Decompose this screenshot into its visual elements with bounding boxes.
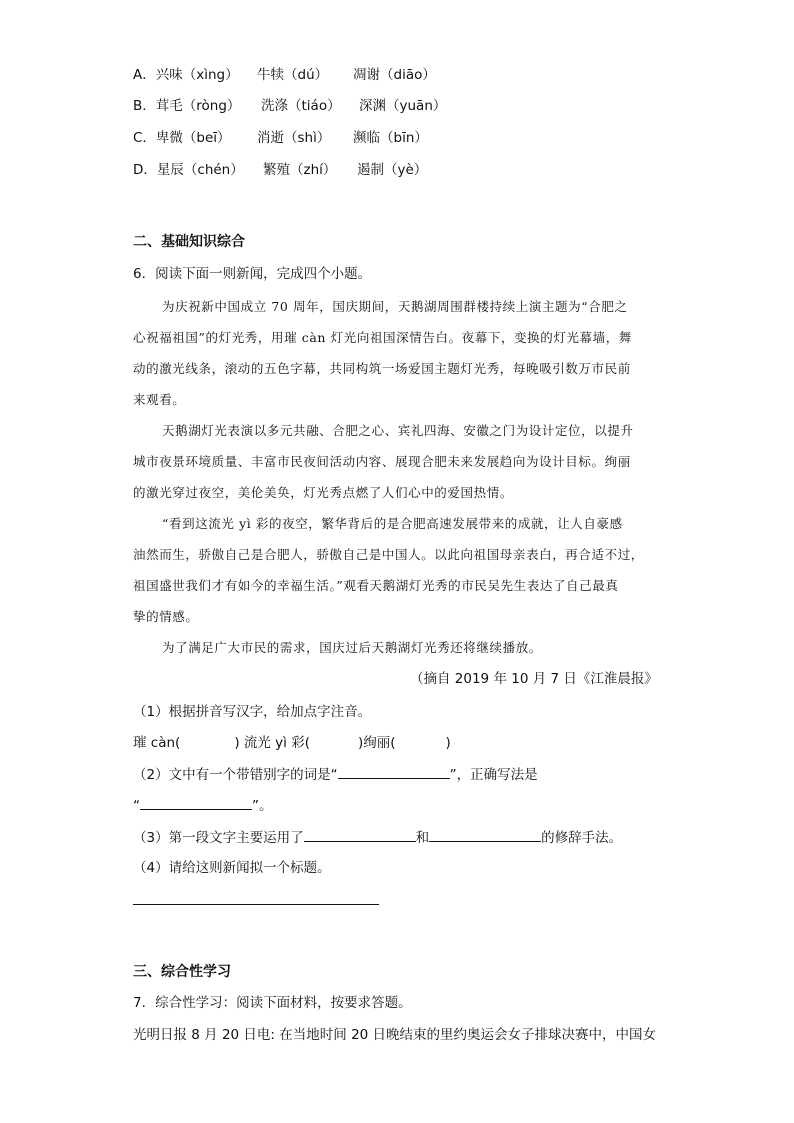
sub3-post: 的修辞手法。 bbox=[541, 830, 623, 846]
sub-question-1-blanks bbox=[133, 733, 451, 753]
sub2-close: ”。 bbox=[252, 798, 273, 814]
news-line-10: 祖国盛世我们才有如今的幸福生活。”观看天鹅湖灯光秀的市民吴先生表达了自己最真 bbox=[133, 578, 619, 593]
option-d-3: 遏制（yè） bbox=[357, 162, 428, 178]
word-1: 璀 càn( bbox=[133, 735, 181, 751]
sub2-mid: ”，正确写法是 bbox=[449, 767, 538, 783]
question-7-stem: 7．综合性学习：阅读下面材料，按要求答题。 bbox=[133, 995, 412, 1011]
option-c-1: C．卑微（beī） bbox=[133, 130, 231, 146]
option-a-1: A．兴味（xìng） bbox=[133, 67, 239, 83]
sub-question-1: （1）根据拼音写汉字，给加点字注音。 bbox=[133, 704, 372, 720]
news-line-7: 的激光穿过夜空，美伦美奂，灯光秀点燃了人们心中的爱国热情。 bbox=[133, 485, 513, 500]
option-a bbox=[133, 65, 436, 85]
question-7-text: 光明日报 8 月 20 日电: 在当地时间 20 日晚结束的里约奥运会女子排球决赛中，中国女 bbox=[133, 1027, 657, 1043]
option-d bbox=[133, 160, 427, 180]
sub2-pre: （2）文中有一个带错别字的词是“ bbox=[133, 767, 338, 783]
section-3-title: 三、综合性学习 bbox=[133, 964, 231, 980]
word-3: )绚丽( bbox=[357, 735, 396, 751]
option-a-2: 牛犊（dú） bbox=[257, 67, 329, 83]
news-line-4: 来观看。 bbox=[133, 392, 186, 407]
option-d-2: 繁殖（zhí） bbox=[263, 162, 337, 178]
sub-question-2-answer bbox=[133, 795, 273, 816]
news-line-3: 动的激光线条，滚动的五色字幕，共同构筑一场爱国主题灯光秀，每晚吸引数万市民前 bbox=[133, 361, 631, 376]
news-line-6: 城市夜景环境质量、丰富市民夜间活动内容、展现合肥未来发展趋向为设计目标。绚丽 bbox=[133, 454, 631, 469]
sub3-mid: 和 bbox=[415, 830, 430, 846]
correct-word-blank[interactable] bbox=[140, 795, 252, 810]
option-b-3: 深渊（yuān） bbox=[359, 98, 447, 114]
option-c-3: 濒临（bīn） bbox=[353, 130, 428, 146]
sub2-open: “ bbox=[133, 798, 140, 814]
sub-question-2 bbox=[133, 764, 538, 785]
option-a-3: 凋谢（diāo） bbox=[353, 67, 436, 83]
news-line-2: 心祝福祖国”的灯光秀，用璀 càn 灯光向祖国深情告白。夜幕下，变换的灯光幕墙，舞 bbox=[133, 330, 632, 345]
rhetoric-blank-1[interactable] bbox=[304, 827, 416, 842]
wrong-word-blank[interactable] bbox=[338, 764, 450, 779]
news-line-12: 为了满足广大市民的需求，国庆过后天鹅湖灯光秀还将继续播放。 bbox=[162, 640, 542, 655]
news-line-1: 为庆祝新中国成立 70 周年，国庆期间，天鹅湖周围群楼持续上演主题为“合肥之 bbox=[162, 299, 628, 314]
title-answer-line[interactable] bbox=[133, 904, 379, 905]
option-b bbox=[133, 96, 446, 116]
section-2-title: 二、基础知识综合 bbox=[133, 234, 245, 250]
news-line-8: “看到这流光 yì 彩的夜空，繁华背后的是合肥高速发展带来的成就，让人自豪感 bbox=[162, 516, 623, 531]
word-2: ) 流光 yì 彩( bbox=[234, 735, 310, 751]
sub3-pre: （3）第一段文字主要运用了 bbox=[133, 830, 304, 846]
question-6-stem: 6．阅读下面一则新闻，完成四个小题。 bbox=[133, 266, 372, 282]
option-d-1: D．星辰（chén） bbox=[133, 162, 244, 178]
option-c-2: 消逝（shì） bbox=[257, 130, 331, 146]
option-b-2: 洗涤（tiáo） bbox=[261, 98, 341, 114]
sub-question-3 bbox=[133, 827, 622, 848]
news-line-9: 油然而生，骄傲自己是合肥人，骄傲自己是中国人。以此向祖国母亲表白，再合适不过， bbox=[133, 547, 644, 562]
news-line-11: 挚的情感。 bbox=[133, 609, 199, 624]
news-line-5: 天鹅湖灯光表演以多元共融、合肥之心、宾礼四海、安徽之门为设计定位，以提升 bbox=[162, 423, 634, 438]
option-c bbox=[133, 128, 428, 148]
sub-question-4: （4）请给这则新闻拟一个标题。 bbox=[133, 860, 331, 876]
rhetoric-blank-2[interactable] bbox=[429, 827, 541, 842]
word-4: ) bbox=[445, 735, 451, 751]
option-b-1: B．茸毛（ròng） bbox=[133, 98, 241, 114]
news-source: （摘自 2019 年 10 月 7 日《江淮晨报》 bbox=[410, 671, 658, 687]
